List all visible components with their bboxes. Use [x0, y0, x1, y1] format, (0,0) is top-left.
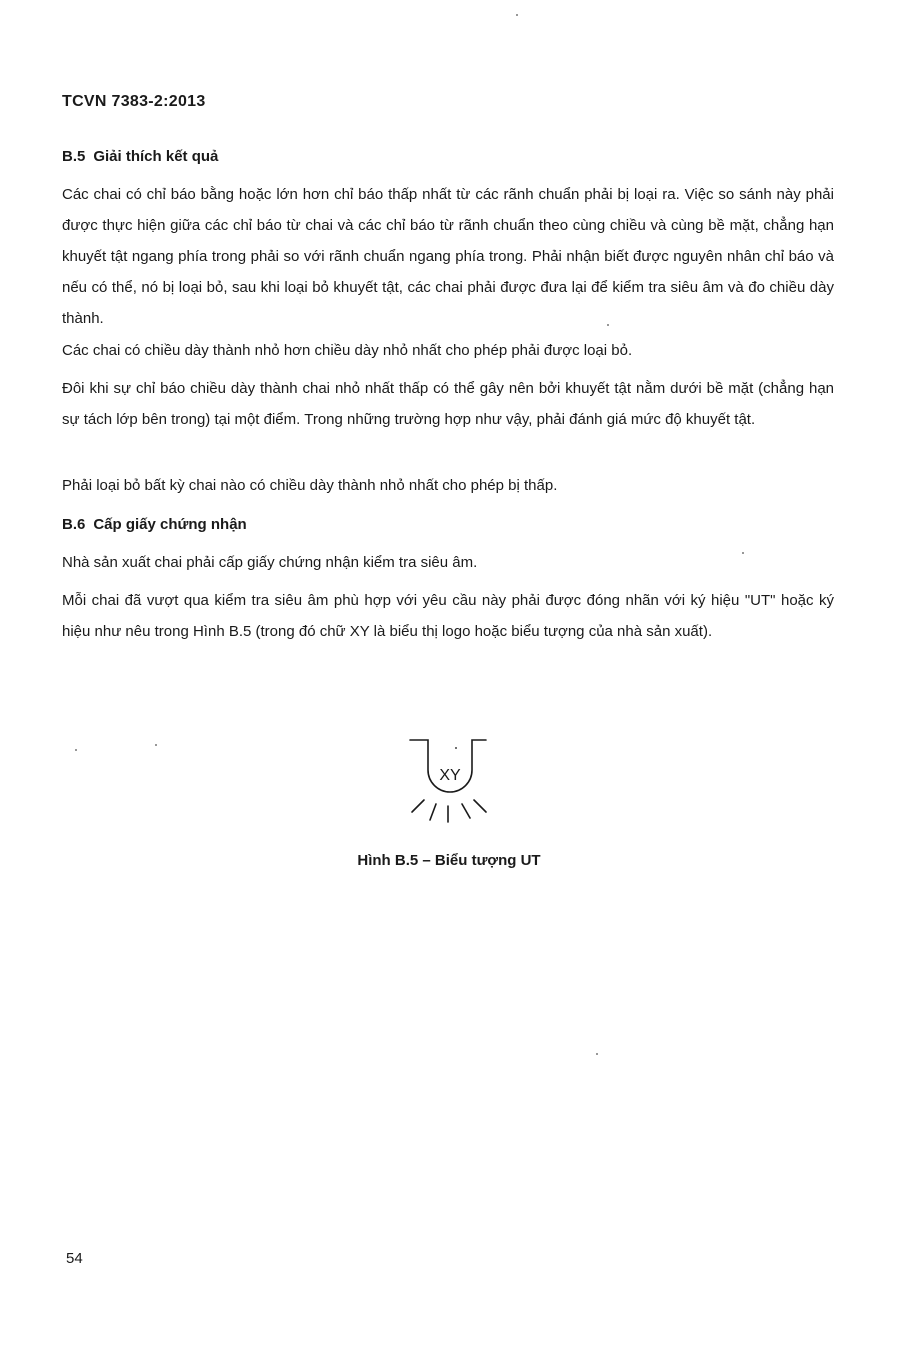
ut-symbol-icon: [400, 728, 500, 838]
section-title: Giải thích kết quả: [93, 148, 219, 165]
section-number: B.5: [62, 148, 86, 165]
document-code: TCVN 7383-2:2013: [62, 93, 206, 110]
paragraph-b5-3: Đôi khi sự chỉ báo chiều dày thành chai nhỏ nhất thấp có thể gây nên bởi khuyết tật nằm dưới bề mặt (chẳng hạn sự tách lớp bên trong) tại một điểm. Trong những trường hợp như vậy, phải đánh giá mức độ khuyết tật.: [62, 380, 834, 428]
paragraph-b6-1: Nhà sản xuất chai phải cấp giấy chứng nhận kiểm tra siêu âm.: [62, 554, 478, 571]
scan-speck: [155, 744, 157, 746]
page-number: 54: [66, 1250, 83, 1267]
section-heading-b5: [62, 148, 218, 165]
scan-speck: [516, 14, 518, 16]
paragraph-b6-2: Mỗi chai đã vượt qua kiểm tra siêu âm phù hợp với yêu cầu này phải được đóng nhãn với ký hiệu "UT" hoặc ký hiệu như nêu trong Hình B.5 (trong đó chữ XY là biểu thị logo hoặc biểu tượng của nhà sản xuất).: [62, 592, 834, 640]
paragraph-b5-4: Phải loại bỏ bất kỳ chai nào có chiều dày thành nhỏ nhất cho phép bị thấp.: [62, 477, 558, 494]
scan-speck: [742, 552, 744, 554]
scan-speck: [596, 1053, 598, 1055]
paragraph-b5-1: Các chai có chỉ báo bằng hoặc lớn hơn chỉ báo thấp nhất từ các rãnh chuẩn phải bị loại ra. Việc so sánh này phải được thực hiện giữa các chỉ báo từ chai và các chỉ báo từ rãnh chuẩn theo cùng chiều và cùng bề mặt, chẳng hạn khuyết tật ngang phía trong phải so với rãnh chuẩn ngang phía trong. Phải nhận biết được nguyên nhân chỉ báo và nếu có thể, nó bị loại bỏ, sau khi loại bỏ khuyết tật, các chai phải được đưa lại để kiểm tra siêu âm và đo chiều dày thành.: [62, 186, 834, 327]
figure-caption: Hình B.5 – Biểu tượng UT: [357, 852, 541, 869]
scan-speck: [607, 324, 609, 326]
paragraph-b5-2: Các chai có chiều dày thành nhỏ hơn chiều dày nhỏ nhất cho phép phải được loại bỏ.: [62, 342, 633, 359]
section-heading-b6: [62, 516, 247, 533]
ut-symbol-figure: [400, 728, 500, 838]
scan-speck: [75, 749, 77, 751]
symbol-text: XY: [439, 767, 461, 784]
section-title: Cấp giấy chứng nhận: [93, 516, 247, 533]
section-number: B.6: [62, 516, 86, 533]
